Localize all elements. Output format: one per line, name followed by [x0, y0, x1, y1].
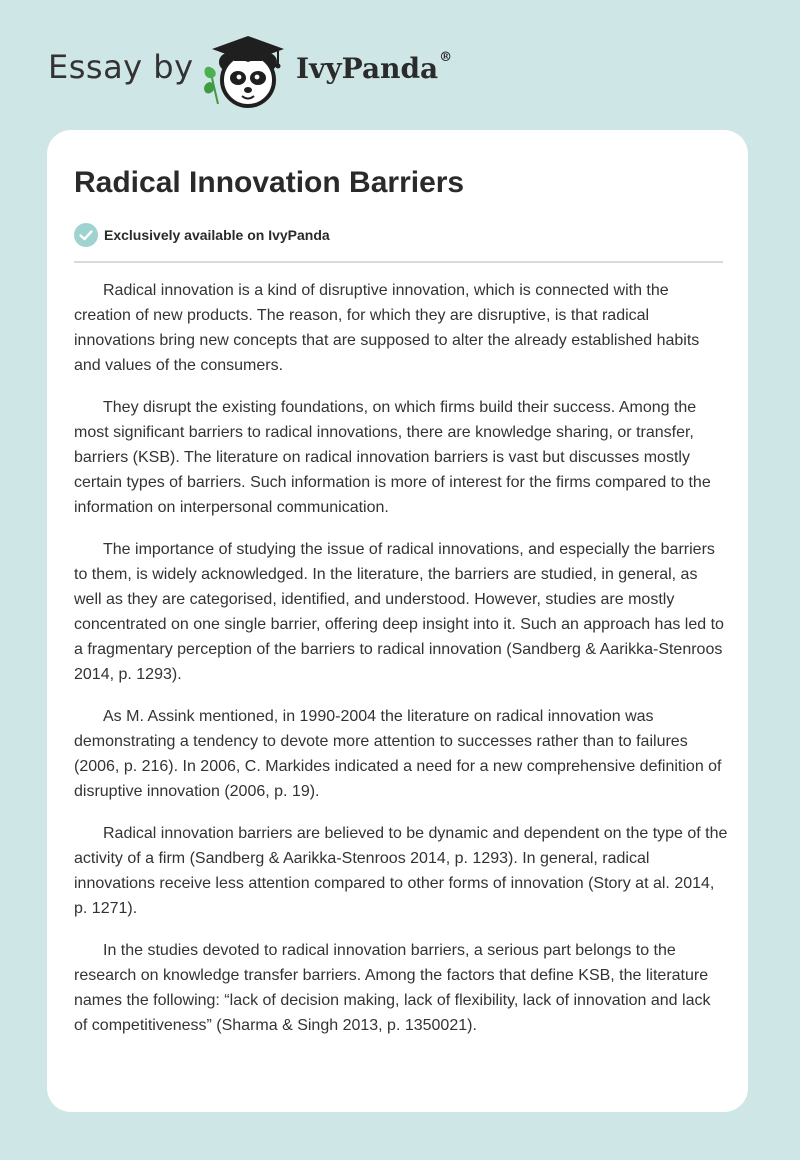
paragraph: The importance of studying the issue of radical innovations, and especially the barriers to them, is widely acknowledged. In the literature, the barriers are studied, in general, as well as they are categorised, identified, and understood. However, studies are mostly concentrated on one single barrier, offering deep insight into it. Such an approach has led to a fragmentary perception of the barriers to radical innovation (Sandberg & Aarikka-Stenroos 2014, p. 1293). — [74, 541, 724, 683]
essay-by-label: Essay by — [48, 48, 194, 86]
exclusive-badge — [74, 222, 330, 248]
panda-graduation-cap-icon[interactable] — [198, 32, 294, 112]
paragraph: In the studies devoted to radical innovation barriers, a serious part belongs to the research on knowledge transfer barriers. Among the factors that define KSB, the literature names the following: “lack of decision making, lack of flexibility, lack of innovation and lack of competitiveness” (Sharma & Singh 2013, p. 1350021). — [74, 942, 711, 1034]
site-header — [0, 0, 800, 130]
divider — [74, 261, 723, 263]
paragraph: As M. Assink mentioned, in 1990-2004 the literature on radical innovation was demonstrating a tendency to devote more attention to successes rather than to failures (2006, p. 216). In 2006, C. Markides indicated a need for a new comprehensive definition of disruptive innovation (2006, p. 19). — [74, 708, 722, 800]
essay-card — [47, 130, 748, 1112]
exclusive-badge-label: Exclusively available on IvyPanda — [104, 227, 330, 243]
paragraph: Radical innovation is a kind of disruptive innovation, which is connected with the creation of new products. The reason, for which they are disruptive, is that radical innovations bring new concepts that are supposed to alter the already established habits and values of the consumers. — [74, 282, 700, 374]
paragraph: They disrupt the existing foundations, on which firms build their success. Among the most significant barriers to radical innovations, there are knowledge sharing, or transfer, barriers (KSB). The literature on radical innovation barriers is vast but discusses mostly certain types of barriers. Such information is more of interest for the firms compared to the information on interpersonal communication. — [74, 399, 711, 516]
paragraph: Radical innovation barriers are believed to be dynamic and dependent on the type of the activity of a firm (Sandberg & Aarikka-Stenroos 2014, p. 1293). In general, radical innovations receive less attention compared to other forms of innovation (Story at al. 2014, p. 1271). — [74, 825, 728, 917]
essay-body — [74, 278, 728, 1055]
check-circle-icon — [74, 223, 98, 247]
brand-text: IvyPanda — [296, 52, 439, 85]
registered-mark: ® — [439, 50, 453, 65]
essay-title: Radical Innovation Barriers — [74, 166, 465, 199]
brand-name[interactable] — [296, 52, 452, 85]
